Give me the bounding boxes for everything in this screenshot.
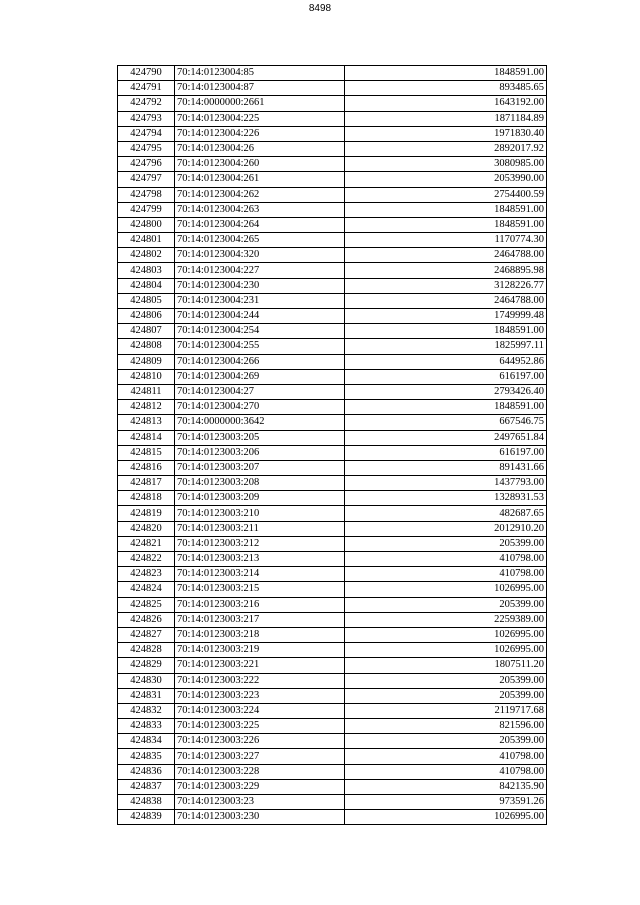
cadastral-value-cell: 893485.65 — [345, 81, 547, 96]
row-number-cell: 424795 — [118, 141, 175, 156]
table-row — [118, 491, 547, 506]
page-number: 8498 — [308, 3, 332, 14]
cadastral-value-cell: 973591.26 — [345, 795, 547, 810]
cadastral-value-table — [117, 65, 547, 825]
cadastral-number-cell: 70:14:0123004:226 — [175, 126, 345, 141]
cadastral-number-cell: 70:14:0123004:227 — [175, 263, 345, 278]
cadastral-value-cell: 1848591.00 — [345, 217, 547, 232]
table-row — [118, 217, 547, 232]
cadastral-number-cell: 70:14:0123004:27 — [175, 384, 345, 399]
row-number-cell: 424820 — [118, 521, 175, 536]
cadastral-value-cell: 1848591.00 — [345, 202, 547, 217]
cadastral-value-cell: 205399.00 — [345, 734, 547, 749]
cadastral-number-cell: 70:14:0123003:214 — [175, 567, 345, 582]
cadastral-number-cell: 70:14:0123003:206 — [175, 445, 345, 460]
row-number-cell: 424821 — [118, 536, 175, 551]
cadastral-number-cell: 70:14:0123003:207 — [175, 460, 345, 475]
table-row — [118, 141, 547, 156]
cadastral-value-cell: 1437793.00 — [345, 476, 547, 491]
cadastral-value-cell: 2012910.20 — [345, 521, 547, 536]
row-number-cell: 424806 — [118, 309, 175, 324]
row-number-cell: 424815 — [118, 445, 175, 460]
cadastral-number-cell: 70:14:0123003:218 — [175, 627, 345, 642]
row-number-cell: 424813 — [118, 415, 175, 430]
cadastral-value-cell: 821596.00 — [345, 719, 547, 734]
cadastral-value-cell: 410798.00 — [345, 567, 547, 582]
table-row — [118, 430, 547, 445]
table-row — [118, 111, 547, 126]
row-number-cell: 424817 — [118, 476, 175, 491]
cadastral-value-cell: 2464788.00 — [345, 293, 547, 308]
cadastral-value-cell: 616197.00 — [345, 445, 547, 460]
cadastral-value-cell: 1026995.00 — [345, 627, 547, 642]
table-row — [118, 415, 547, 430]
table-row — [118, 278, 547, 293]
row-number-cell: 424835 — [118, 749, 175, 764]
cadastral-value-cell: 616197.00 — [345, 369, 547, 384]
table-row — [118, 460, 547, 475]
cadastral-value-cell: 1825997.11 — [345, 339, 547, 354]
cadastral-value-cell: 205399.00 — [345, 536, 547, 551]
cadastral-value-cell: 205399.00 — [345, 597, 547, 612]
cadastral-number-cell: 70:14:0123004:230 — [175, 278, 345, 293]
cadastral-number-cell: 70:14:0123003:227 — [175, 749, 345, 764]
row-number-cell: 424829 — [118, 658, 175, 673]
cadastral-value-cell: 1848591.00 — [345, 324, 547, 339]
cadastral-number-cell: 70:14:0123004:261 — [175, 172, 345, 187]
cadastral-number-cell: 70:14:0123003:226 — [175, 734, 345, 749]
cadastral-value-cell: 842135.90 — [345, 779, 547, 794]
row-number-cell: 424791 — [118, 81, 175, 96]
table-row — [118, 552, 547, 567]
cadastral-number-cell: 70:14:0123003:210 — [175, 506, 345, 521]
table-row — [118, 263, 547, 278]
table-row — [118, 400, 547, 415]
table-row — [118, 369, 547, 384]
row-number-cell: 424836 — [118, 764, 175, 779]
row-number-cell: 424800 — [118, 217, 175, 232]
cadastral-number-cell: 70:14:0123004:244 — [175, 309, 345, 324]
table-body — [118, 66, 547, 825]
cadastral-value-cell: 1026995.00 — [345, 643, 547, 658]
table-row — [118, 536, 547, 551]
cadastral-number-cell: 70:14:0123004:320 — [175, 248, 345, 263]
row-number-cell: 424803 — [118, 263, 175, 278]
cadastral-number-cell: 70:14:0123004:87 — [175, 81, 345, 96]
cadastral-number-cell: 70:14:0123003:209 — [175, 491, 345, 506]
cadastral-value-cell: 2497651.84 — [345, 430, 547, 445]
cadastral-number-cell: 70:14:0123003:219 — [175, 643, 345, 658]
cadastral-number-cell: 70:14:0123003:211 — [175, 521, 345, 536]
row-number-cell: 424838 — [118, 795, 175, 810]
table-row — [118, 126, 547, 141]
row-number-cell: 424834 — [118, 734, 175, 749]
cadastral-number-cell: 70:14:0123004:255 — [175, 339, 345, 354]
row-number-cell: 424832 — [118, 703, 175, 718]
cadastral-value-cell: 3128226.77 — [345, 278, 547, 293]
table-row — [118, 309, 547, 324]
cadastral-value-cell: 2119717.68 — [345, 703, 547, 718]
table-row — [118, 506, 547, 521]
row-number-cell: 424798 — [118, 187, 175, 202]
cadastral-number-cell: 70:14:0123003:213 — [175, 552, 345, 567]
row-number-cell: 424823 — [118, 567, 175, 582]
row-number-cell: 424812 — [118, 400, 175, 415]
cadastral-value-cell: 1328931.53 — [345, 491, 547, 506]
table-row — [118, 779, 547, 794]
cadastral-value-cell: 410798.00 — [345, 552, 547, 567]
row-number-cell: 424819 — [118, 506, 175, 521]
cadastral-value-cell: 1807511.20 — [345, 658, 547, 673]
table-row — [118, 384, 547, 399]
table-row — [118, 567, 547, 582]
table-row — [118, 339, 547, 354]
row-number-cell: 424839 — [118, 810, 175, 825]
cadastral-value-cell: 410798.00 — [345, 749, 547, 764]
table-row — [118, 202, 547, 217]
row-number-cell: 424827 — [118, 627, 175, 642]
cadastral-value-cell: 2259389.00 — [345, 612, 547, 627]
cadastral-value-cell: 3080985.00 — [345, 157, 547, 172]
cadastral-number-cell: 70:14:0123003:217 — [175, 612, 345, 627]
row-number-cell: 424809 — [118, 354, 175, 369]
cadastral-value-cell: 2892017.92 — [345, 141, 547, 156]
cadastral-number-cell: 70:14:0123003:221 — [175, 658, 345, 673]
table-row — [118, 688, 547, 703]
cadastral-number-cell: 70:14:0123003:23 — [175, 795, 345, 810]
table-row — [118, 764, 547, 779]
row-number-cell: 424808 — [118, 339, 175, 354]
cadastral-number-cell: 70:14:0123004:225 — [175, 111, 345, 126]
row-number-cell: 424799 — [118, 202, 175, 217]
cadastral-number-cell: 70:14:0123004:264 — [175, 217, 345, 232]
cadastral-number-cell: 70:14:0123004:265 — [175, 233, 345, 248]
row-number-cell: 424828 — [118, 643, 175, 658]
cadastral-value-cell: 482687.65 — [345, 506, 547, 521]
cadastral-number-cell: 70:14:0123003:225 — [175, 719, 345, 734]
cadastral-value-cell: 644952.86 — [345, 354, 547, 369]
row-number-cell: 424794 — [118, 126, 175, 141]
table-row — [118, 66, 547, 81]
row-number-cell: 424792 — [118, 96, 175, 111]
cadastral-value-cell: 1026995.00 — [345, 810, 547, 825]
cadastral-value-cell: 1643192.00 — [345, 96, 547, 111]
table-row — [118, 627, 547, 642]
cadastral-number-cell: 70:14:0123003:223 — [175, 688, 345, 703]
cadastral-value-cell: 1871184.89 — [345, 111, 547, 126]
cadastral-number-cell: 70:14:0123004:254 — [175, 324, 345, 339]
cadastral-number-cell: 70:14:0123003:224 — [175, 703, 345, 718]
cadastral-value-cell: 2468895.98 — [345, 263, 547, 278]
table-row — [118, 810, 547, 825]
row-number-cell: 424824 — [118, 582, 175, 597]
cadastral-value-cell: 667546.75 — [345, 415, 547, 430]
row-number-cell: 424810 — [118, 369, 175, 384]
table-row — [118, 612, 547, 627]
cadastral-value-cell: 1170774.30 — [345, 233, 547, 248]
cadastral-number-cell: 70:14:0123004:270 — [175, 400, 345, 415]
table-row — [118, 187, 547, 202]
cadastral-value-cell: 410798.00 — [345, 764, 547, 779]
cadastral-number-cell: 70:14:0000000:3642 — [175, 415, 345, 430]
table-row — [118, 795, 547, 810]
table-row — [118, 324, 547, 339]
row-number-cell: 424802 — [118, 248, 175, 263]
table-row — [118, 96, 547, 111]
row-number-cell: 424805 — [118, 293, 175, 308]
row-number-cell: 424825 — [118, 597, 175, 612]
table-row — [118, 293, 547, 308]
row-number-cell: 424811 — [118, 384, 175, 399]
table-row — [118, 354, 547, 369]
row-number-cell: 424826 — [118, 612, 175, 627]
table-row — [118, 233, 547, 248]
cadastral-value-cell: 1971830.40 — [345, 126, 547, 141]
row-number-cell: 424807 — [118, 324, 175, 339]
table-row — [118, 81, 547, 96]
row-number-cell: 424801 — [118, 233, 175, 248]
row-number-cell: 424816 — [118, 460, 175, 475]
cadastral-number-cell: 70:14:0123004:26 — [175, 141, 345, 156]
table-row — [118, 673, 547, 688]
cadastral-number-cell: 70:14:0123003:212 — [175, 536, 345, 551]
cadastral-number-cell: 70:14:0123004:260 — [175, 157, 345, 172]
cadastral-number-cell: 70:14:0123004:263 — [175, 202, 345, 217]
row-number-cell: 424822 — [118, 552, 175, 567]
cadastral-value-cell: 891431.66 — [345, 460, 547, 475]
cadastral-value-cell: 2464788.00 — [345, 248, 547, 263]
table-row — [118, 582, 547, 597]
cadastral-number-cell: 70:14:0123003:215 — [175, 582, 345, 597]
table-row — [118, 643, 547, 658]
table-row — [118, 749, 547, 764]
row-number-cell: 424833 — [118, 719, 175, 734]
row-number-cell: 424814 — [118, 430, 175, 445]
table-row — [118, 445, 547, 460]
table-row — [118, 521, 547, 536]
cadastral-number-cell: 70:14:0123003:229 — [175, 779, 345, 794]
cadastral-value-cell: 2754400.59 — [345, 187, 547, 202]
cadastral-value-cell: 205399.00 — [345, 673, 547, 688]
row-number-cell: 424793 — [118, 111, 175, 126]
cadastral-number-cell: 70:14:0123003:230 — [175, 810, 345, 825]
row-number-cell: 424804 — [118, 278, 175, 293]
cadastral-value-cell: 2793426.40 — [345, 384, 547, 399]
cadastral-number-cell: 70:14:0123003:208 — [175, 476, 345, 491]
row-number-cell: 424837 — [118, 779, 175, 794]
row-number-cell: 424818 — [118, 491, 175, 506]
table-row — [118, 597, 547, 612]
cadastral-value-cell: 2053990.00 — [345, 172, 547, 187]
cadastral-value-cell: 1026995.00 — [345, 582, 547, 597]
row-number-cell: 424830 — [118, 673, 175, 688]
table-row — [118, 476, 547, 491]
cadastral-number-cell: 70:14:0123004:231 — [175, 293, 345, 308]
row-number-cell: 424790 — [118, 66, 175, 81]
table-row — [118, 172, 547, 187]
cadastral-number-cell: 70:14:0123003:222 — [175, 673, 345, 688]
cadastral-number-cell: 70:14:0123004:269 — [175, 369, 345, 384]
row-number-cell: 424796 — [118, 157, 175, 172]
cadastral-number-cell: 70:14:0123003:205 — [175, 430, 345, 445]
cadastral-number-cell: 70:14:0123004:266 — [175, 354, 345, 369]
cadastral-number-cell: 70:14:0123004:262 — [175, 187, 345, 202]
cadastral-value-cell: 1848591.00 — [345, 400, 547, 415]
cadastral-number-cell: 70:14:0123004:85 — [175, 66, 345, 81]
cadastral-number-cell: 70:14:0000000:2661 — [175, 96, 345, 111]
cadastral-value-cell: 1749999.48 — [345, 309, 547, 324]
cadastral-value-cell: 205399.00 — [345, 688, 547, 703]
table-row — [118, 719, 547, 734]
table-row — [118, 734, 547, 749]
row-number-cell: 424797 — [118, 172, 175, 187]
table-row — [118, 157, 547, 172]
cadastral-number-cell: 70:14:0123003:216 — [175, 597, 345, 612]
table-row — [118, 703, 547, 718]
table-row — [118, 248, 547, 263]
table-row — [118, 658, 547, 673]
row-number-cell: 424831 — [118, 688, 175, 703]
cadastral-number-cell: 70:14:0123003:228 — [175, 764, 345, 779]
cadastral-value-cell: 1848591.00 — [345, 66, 547, 81]
